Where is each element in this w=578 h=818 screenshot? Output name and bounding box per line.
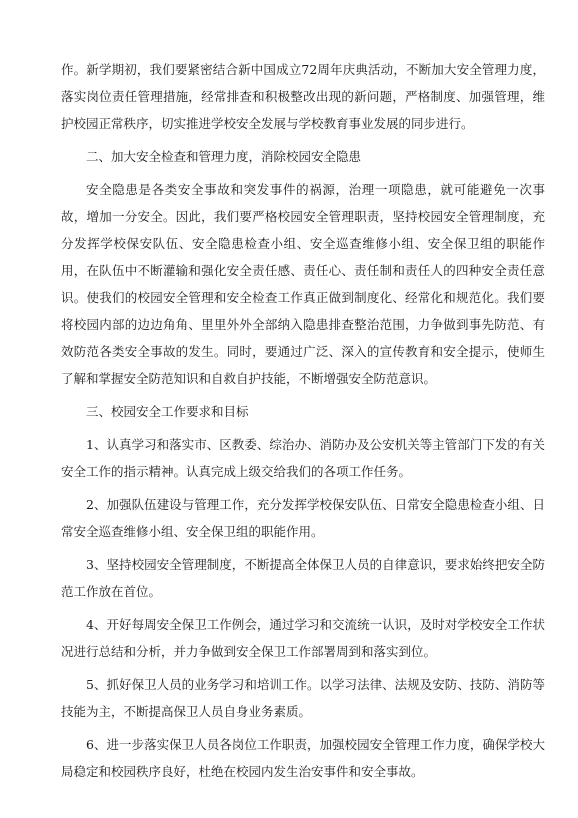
section-heading-2: 二、加大安全检查和管理力度，消除校园安全隐患 [86,149,362,164]
section-2-paragraph: 安全隐患是各类安全事故和突发事件的祸源，治理一项隐患，就可能避免一次事故，增加一分安全。因此，我们要严格校园安全管理职责，坚持校园安全管理制度，充分发挥学校保安队伍、安全隐患检查小组、安全巡查维修小组、安全保卫组的职能作用，在队伍中不断灌输和强化安全责任感、责任心、责任制和责任人的四种安全责任意识。使我们的校园安全管理和安全检查工作真正做到制度化、经常化和规范化。我们要将校园内部的边边角角、里里外外全部纳入隐患排查整治范围，力争做到事先防范、有效防范各类安全事故的发生。同时，要通过广泛、深入的宣传教育和安全提示，使师生了解和掌握安全防范知识和自救自护技能，不断增强安全防范意识。 [61,182,545,386]
list-item-3: 3、坚持校园安全管理制度，不断提高全体保卫人员的自律意识，要求始终把安全防范工作放在首位。 [61,557,545,599]
section-heading-3: 三、校园安全工作要求和目标 [86,404,249,419]
list-item-6: 6、进一步落实保卫人员各岗位工作职责，加强校园安全管理工作力度，确保学校大局稳定和校园秩序良好，杜绝在校园内发生治安事件和安全事故。 [61,737,545,779]
list-item-4: 4、开好每周安全保卫工作例会，通过学习和交流统一认识，及时对学校安全工作状况进行总结和分析，并力争做到安全保卫工作部署周到和落实到位。 [61,617,545,659]
intro-paragraph: 作。新学期初，我们要紧密结合新中国成立72周年庆典活动，不断加大安全管理力度，落实岗位责任管理措施，经常排查和积极整改出现的新问题，严格制度、加强管理，维护校园正常秩序，切实推进学校安全发展与学校教育事业发展的同步进行。 [61,62,545,131]
document-page [61,56,545,785]
list-item-5: 5、抓好保卫人员的业务学习和培训工作。以学习法律、法规及安防、技防、消防等技能为主，不断提高保卫人员自身业务素质。 [61,677,545,719]
list-item-1: 1、认真学习和落实市、区教委、综治办、消防办及公安机关等主管部门下发的有关安全工作的指示精神。认真完成上级交给我们的各项工作任务。 [61,437,545,479]
list-item-2: 2、加强队伍建设与管理工作，充分发挥学校保安队伍、日常安全隐患检查小组、日常安全巡查维修小组、安全保卫组的职能作用。 [61,497,545,539]
